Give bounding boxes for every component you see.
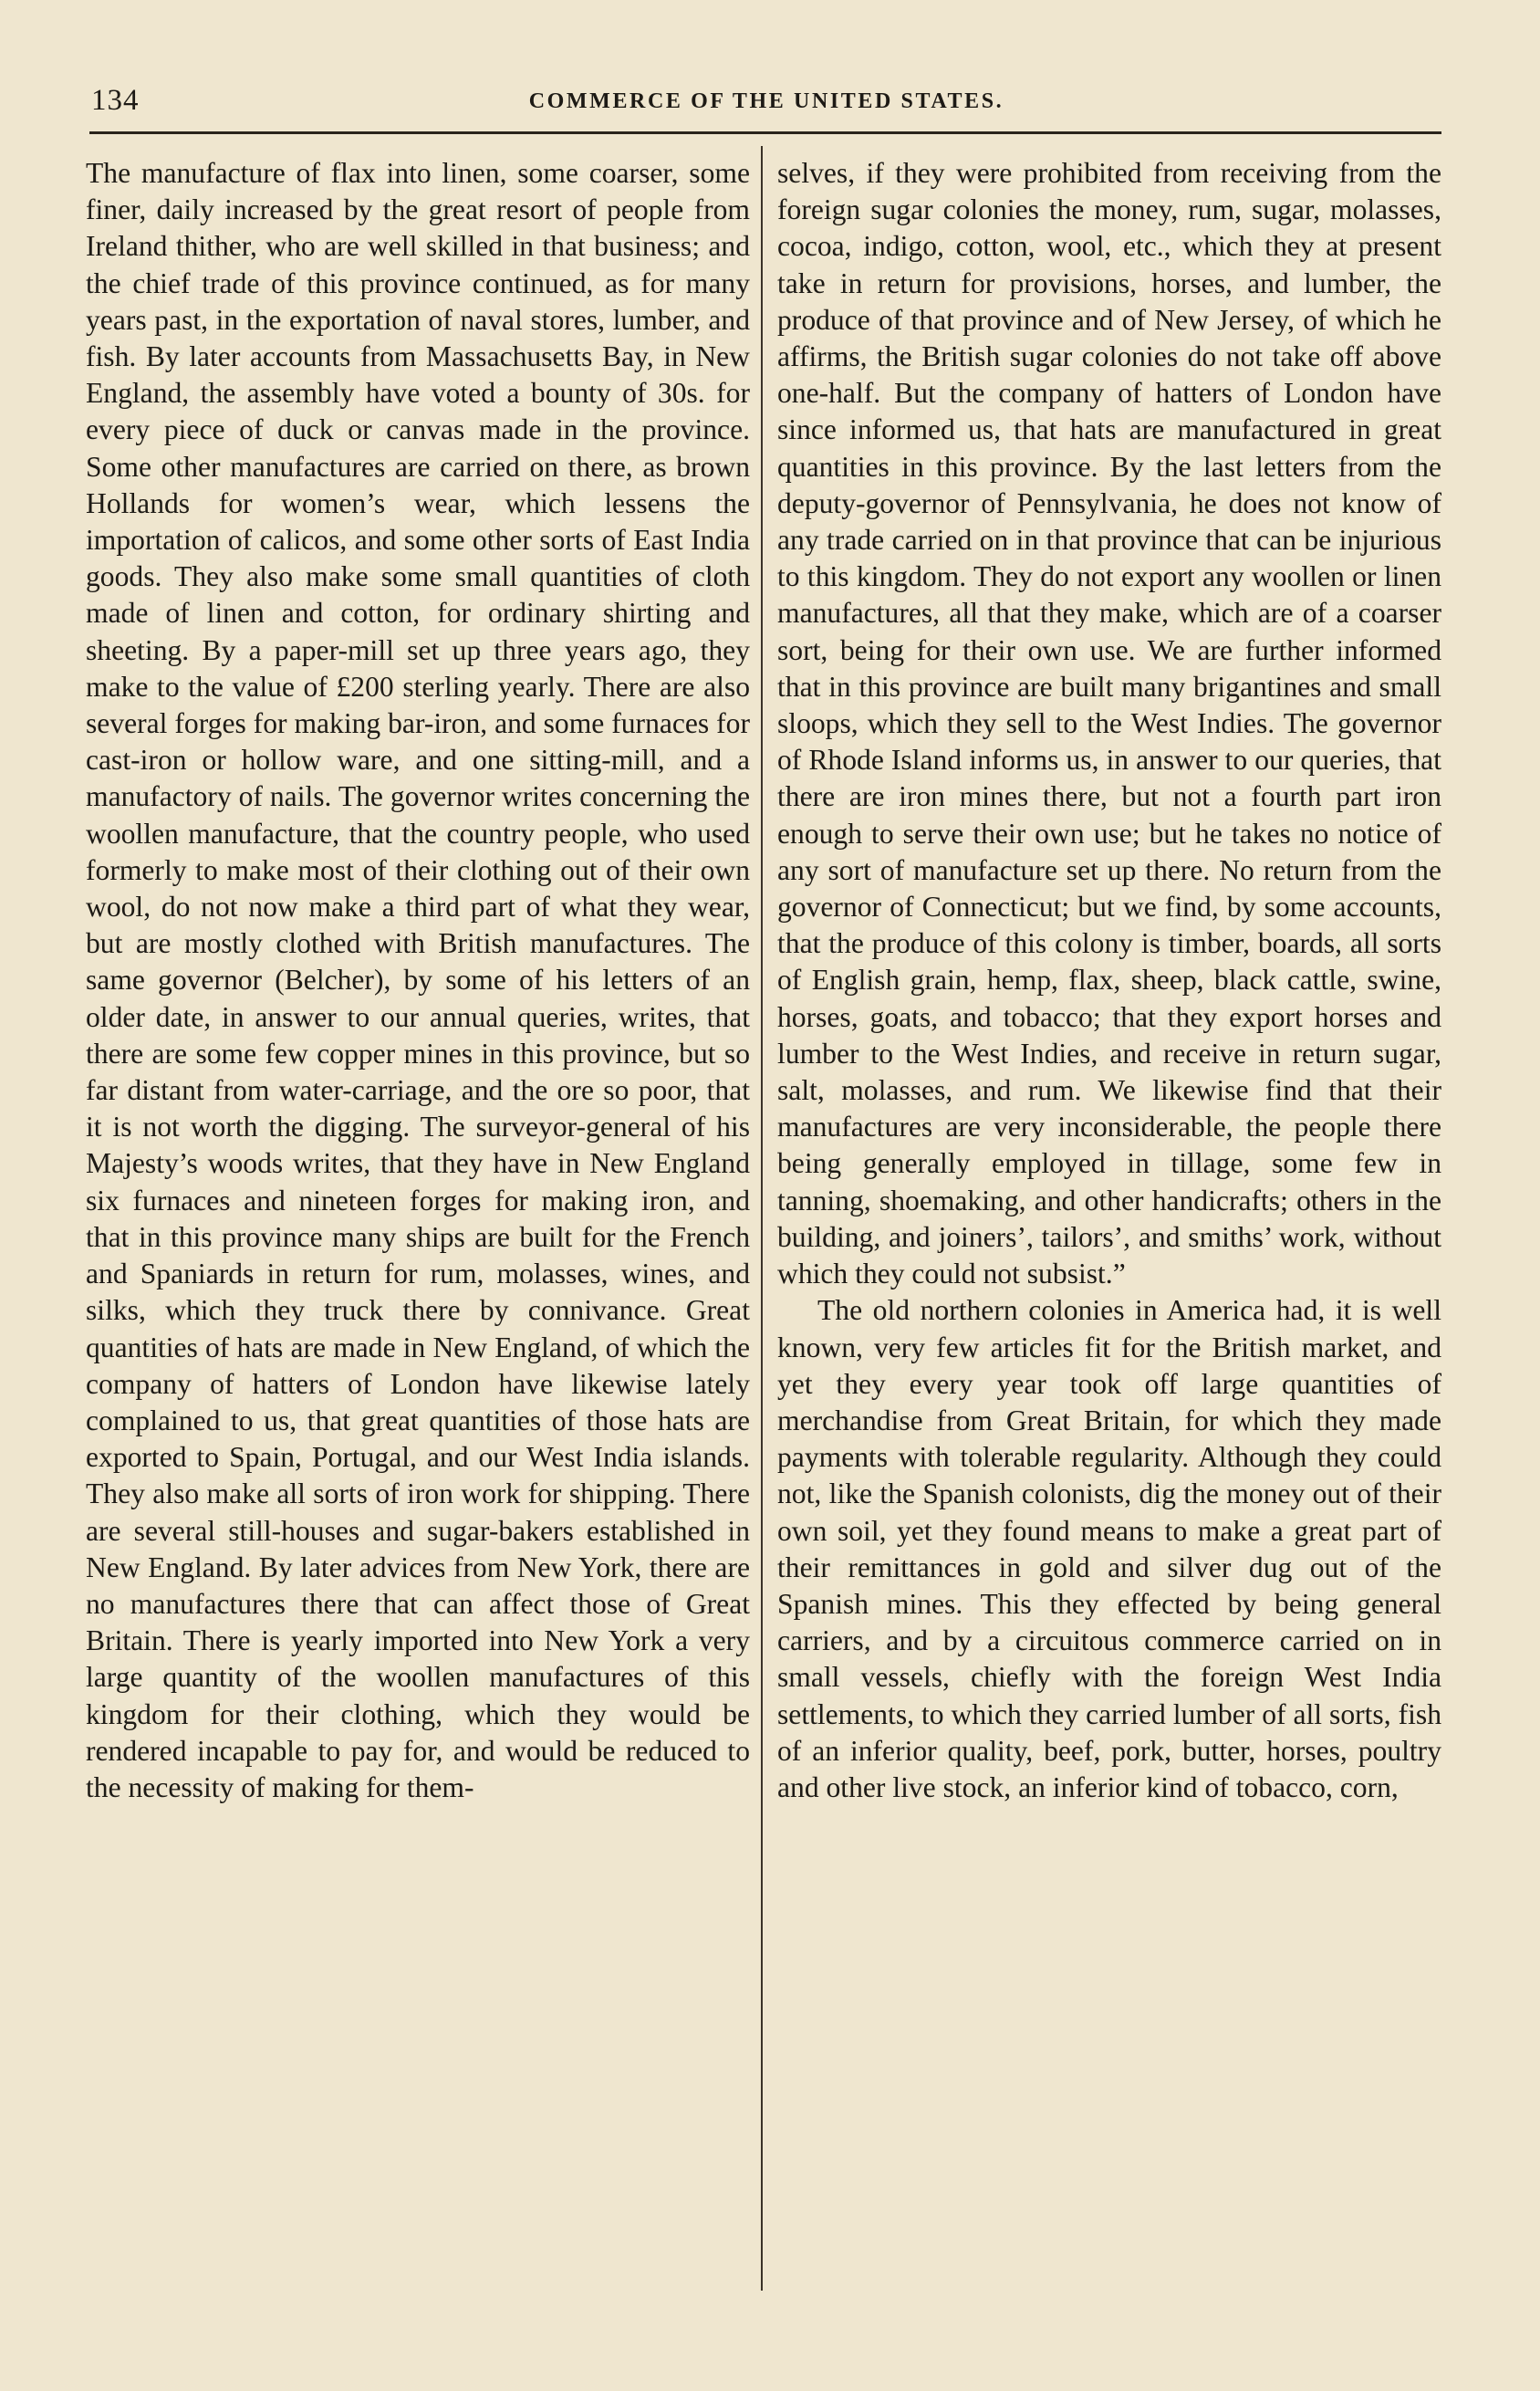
right-column bbox=[777, 155, 1441, 1806]
running-title: COMMERCE OF THE UNITED STATES. bbox=[528, 89, 1004, 113]
left-paragraph-1: The manufacture of flax into linen, some coarser, some finer, daily increased by the great resort of people from Ireland thither, who are well skilled in that business; and the chief trade of this province continued, as for many years past, in the exportation of naval stores, lumber, and fish. By later accounts from Massachusetts Bay, in New England, the assembly have voted a bounty of 30s. for every piece of duck or canvas made in the province. Some other manufactures are carried on there, as brown Hollands for women’s wear, which lessens the importation of calicos, and some other sorts of East India goods. They also make some small quantities of cloth made of linen and cotton, for ordinary shirting and sheeting. By a paper-mill set up three years ago, they make to the value of £200 sterling yearly. There are also several forges for making bar-iron, and some furnaces for cast-iron or hollow ware, and one sitting-mill, and a manufactory of nails. The governor writes concerning the woollen manufacture, that the country people, who used formerly to make most of their clothing out of their own wool, do not now make a third part of what they wear, but are mostly clothed with British manufactures. The same governor (Belcher), by some of his letters of an older date, in answer to our annual queries, writes, that there are some few copper mines in this province, but so far distant from water-carriage, and the ore so poor, that it is not worth the digging. The surveyor-general of his Majesty’s woods writes, that they have in New England six furnaces and nineteen forges for making iron, and that in this province many ships are built for the French and Spaniards in return for rum, molasses, wines, and silks, which they truck there by connivance. Great quantities of hats are made in New England, of which the company of hatters of London have likewise lately complained to us, that great quantities of those hats are exported to Spain, Portugal, and our West India islands. They also make all sorts of iron work for shipping. There are several still-houses and sugar-bakers established in New England. By later advices from New York, there are no manufactures there that can affect those of Great Britain. There is yearly imported into New York a very large quantity of the woollen manufactures of this kingdom for their clothing, which they would be rendered incapable to pay for, and would be reduced to the necessity of making for them- bbox=[86, 157, 750, 1803]
page-number: 134 bbox=[91, 84, 140, 117]
header-rule bbox=[89, 131, 1441, 134]
right-paragraph-2: The old northern colonies in America had, it is well known, very few articles fit for the British market, and yet they every year took off large quantities of merchandise from Great Britain, for which they made payments with tolerable regularity. Although they could not, like the Spanish colonists, dig the money out of their own soil, yet they found means to make a great part of their remittances in gold and silver dug out of the Spanish mines. This they effected by being general carriers, and by a circuitous commerce carried on in small vessels, chiefly with the foreign West India settlements, to which they carried lumber of all sorts, fish of an inferior quality, beef, pork, butter, horses, poultry and other live stock, an inferior kind of tobacco, corn, bbox=[777, 1294, 1441, 1803]
page-header bbox=[91, 84, 1441, 120]
left-column bbox=[86, 155, 750, 1806]
right-paragraph-1: selves, if they were prohibited from receiving from the foreign sugar colonies the money, rum, sugar, molasses, cocoa, indigo, cotton, wool, etc., which they at present take in return for provisions, horses, and lumber, the produce of that province and of New Jersey, of which he affirms, the British sugar colonies do not take off above one-half. But the company of hatters of London have since informed us, that hats are manufactured in great quantities in this province. By the last letters from the deputy-governor of Pennsylvania, he does not know of any trade carried on in that province that can be injurious to this kingdom. They do not export any woollen or linen manufactures, all that they make, which are of a coarser sort, being for their own use. We are further informed that in this province are built many brigantines and small sloops, which they sell to the West Indies. The governor of Rhode Island informs us, in answer to our queries, that there are iron mines there, but not a fourth part iron enough to serve their own use; but he takes no notice of any sort of manufacture set up there. No return from the governor of Connecticut; but we find, by some accounts, that the produce of this colony is timber, boards, all sorts of English grain, hemp, flax, sheep, black cattle, swine, horses, goats, and tobacco; that they export horses and lumber to the West Indies, and receive in return sugar, salt, molasses, and rum. We likewise find that their manufactures are very inconsiderable, the people there being generally employed in tillage, some few in tanning, shoemaking, and other handicrafts; others in the building, and joiners’, tailors’, and smiths’ work, without which they could not subsist.” bbox=[777, 157, 1441, 1290]
column-divider bbox=[761, 146, 763, 2291]
